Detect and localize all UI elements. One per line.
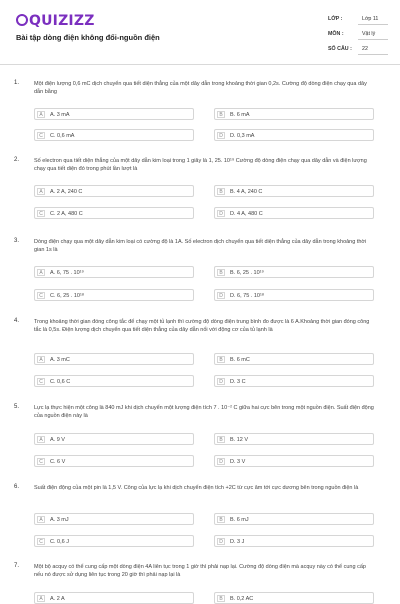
- option-letter: C: [37, 458, 45, 465]
- option-letter: A: [37, 356, 45, 363]
- option-letter: A: [37, 436, 45, 443]
- option-c[interactable]: [34, 375, 194, 387]
- option-letter: D: [217, 378, 225, 385]
- question-text: Lực lạ thực hiện một công là 840 mJ khi dịch chuyển một lượng điện tích 7 . 10⁻² C giữa hai cực bên trong một nguồn điện. Suất điện động của nguồn điện này là: [34, 405, 374, 419]
- question-count-value: 22: [362, 46, 368, 52]
- class-value: Lớp 11: [362, 16, 379, 22]
- option-text: A. 9 V: [50, 436, 65, 443]
- option-text: C. 0,6 mA: [50, 132, 75, 139]
- option-text: C. 0,6 C: [50, 378, 71, 385]
- option-letter: A: [37, 516, 45, 523]
- option-letter: D: [217, 538, 225, 545]
- question-number: 7.: [14, 563, 20, 569]
- option-letter: B: [217, 436, 225, 443]
- option-text: B. 6 mA: [230, 111, 250, 118]
- question-text: Một bộ acquy có thể cung cấp một dòng điện 4A liên tục trong 1 giờ thì phải nạp lại. Cường độ dòng điện mà acquy này có thể cung cấp nếu nó được sử dụng liên tục trong 20 giờ thì phải nạp lại là: [34, 564, 366, 578]
- question-number: 3.: [14, 238, 20, 244]
- option-a[interactable]: [34, 513, 194, 525]
- option-letter: C: [37, 292, 45, 299]
- option-text: A. 6, 75 . 10¹⁹: [50, 269, 84, 276]
- option-letter: B: [217, 356, 225, 363]
- option-letter: D: [217, 210, 225, 217]
- option-text: B. 0,2 AC: [230, 595, 254, 602]
- option-letter: A: [37, 595, 45, 602]
- option-d[interactable]: [214, 207, 374, 219]
- option-letter: B: [217, 188, 225, 195]
- question-text: Trong khoảng thời gian đóng công tắc để chạy một tủ lạnh thì cường độ dòng điện trung bình đo được là 6 A.Khoảng thời gian đóng công tắc là 0,5s. Điện lượng dịch chuyển qua tiết diện thẳng của dây dẫn nối với động cơ của tủ lạnh là: [34, 319, 370, 333]
- option-letter: B: [217, 516, 225, 523]
- worksheet-title: Bài tập dòng điện không đổi-nguồn điện: [16, 33, 160, 42]
- option-a[interactable]: [34, 353, 194, 365]
- question-number: 6.: [14, 484, 20, 490]
- option-b[interactable]: [214, 185, 374, 197]
- option-b[interactable]: [214, 353, 374, 365]
- option-text: C. 0,6 J: [50, 538, 69, 545]
- option-text: D. 3 V: [230, 458, 246, 465]
- option-letter: A: [37, 188, 45, 195]
- option-letter: B: [217, 595, 225, 602]
- subject-underline: [358, 39, 388, 40]
- option-c[interactable]: [34, 289, 194, 301]
- quizizz-logo: QUIZIZZ: [16, 13, 95, 29]
- option-text: B. 4 A, 240 C: [230, 188, 263, 195]
- option-text: A. 3 mJ: [50, 516, 69, 523]
- option-b[interactable]: [214, 266, 374, 278]
- option-b[interactable]: [214, 108, 374, 120]
- question-number: 4.: [14, 318, 20, 324]
- option-d[interactable]: [214, 535, 374, 547]
- option-text: B. 6, 25 . 10¹⁹: [230, 269, 264, 276]
- option-letter: B: [217, 269, 225, 276]
- question-count-underline: [358, 54, 388, 55]
- option-a[interactable]: [34, 266, 194, 278]
- option-text: C. 6, 25 . 10¹⁸: [50, 292, 85, 299]
- option-d[interactable]: [214, 455, 374, 467]
- option-text: B. 6 mJ: [230, 516, 249, 523]
- option-text: D. 6, 75 . 10¹⁸: [230, 292, 265, 299]
- worksheet-header: [0, 0, 400, 65]
- option-letter: A: [37, 111, 45, 118]
- option-letter: D: [217, 292, 225, 299]
- option-b[interactable]: [214, 433, 374, 445]
- option-letter: D: [217, 458, 225, 465]
- option-a[interactable]: [34, 592, 194, 604]
- option-a[interactable]: [34, 433, 194, 445]
- question-count-label: SỐ CÂU :: [328, 46, 352, 52]
- option-b[interactable]: [214, 513, 374, 525]
- question-number: 2.: [14, 157, 20, 163]
- question-text: Suất điện động của một pin là 1,5 V. Công của lực lạ khi dịch chuyển điện tích +2C từ cực âm tới cực dương bên trong nguồn điện là: [34, 485, 359, 491]
- option-c[interactable]: [34, 129, 194, 141]
- option-text: D. 3 C: [230, 378, 246, 385]
- question-text: Dòng điện chạy qua một dây dẫn kim loại có cường độ là 1A. Số electron dịch chuyển qua tiết diện thẳng của dây dẫn trong khoảng thời gian 1s là: [34, 239, 367, 253]
- question-text: Số electron qua tiết diện thẳng của một dây dẫn kim loại trong 1 giây là 1, 25. 10¹⁹ Cường độ dòng điện chạy qua dây dẫn và điện lượng chạy qua tiết diện đó trong phút lần lượt là: [34, 158, 367, 172]
- question-text: Một điện lượng 0,6 mC dịch chuyển qua tiết diện thẳng của một dây dẫn trong khoảng thời gian 0,2s. Cường độ dòng điện chạy qua dây dẫn bằng: [34, 81, 367, 95]
- option-letter: C: [37, 378, 45, 385]
- subject-value: Vật lý: [362, 31, 376, 37]
- option-text: C. 6 V: [50, 458, 66, 465]
- option-letter: B: [217, 111, 225, 118]
- option-d[interactable]: [214, 129, 374, 141]
- class-label: LỚP :: [328, 16, 343, 22]
- option-b[interactable]: [214, 592, 374, 604]
- option-text: D. 3 J: [230, 538, 245, 545]
- option-text: C. 2 A, 480 C: [50, 210, 83, 217]
- option-letter: C: [37, 132, 45, 139]
- option-text: D. 0,3 mA: [230, 132, 255, 139]
- option-text: B. 6 mC: [230, 356, 250, 363]
- option-text: A. 2 A, 240 C: [50, 188, 83, 195]
- option-text: A. 3 mA: [50, 111, 70, 118]
- option-c[interactable]: [34, 535, 194, 547]
- class-underline: [358, 24, 388, 25]
- option-a[interactable]: [34, 108, 194, 120]
- option-text: A. 2 A: [50, 595, 65, 602]
- option-letter: A: [37, 269, 45, 276]
- option-text: A. 3 mC: [50, 356, 70, 363]
- option-a[interactable]: [34, 185, 194, 197]
- subject-label: MÔN :: [328, 31, 344, 37]
- option-c[interactable]: [34, 455, 194, 467]
- option-d[interactable]: [214, 289, 374, 301]
- option-text: D. 4 A, 480 C: [230, 210, 263, 217]
- option-c[interactable]: [34, 207, 194, 219]
- option-letter: C: [37, 210, 45, 217]
- option-d[interactable]: [214, 375, 374, 387]
- option-letter: D: [217, 132, 225, 139]
- option-letter: C: [37, 538, 45, 545]
- option-text: B. 12 V: [230, 436, 249, 443]
- question-number: 5.: [14, 404, 20, 410]
- question-number: 1.: [14, 80, 20, 86]
